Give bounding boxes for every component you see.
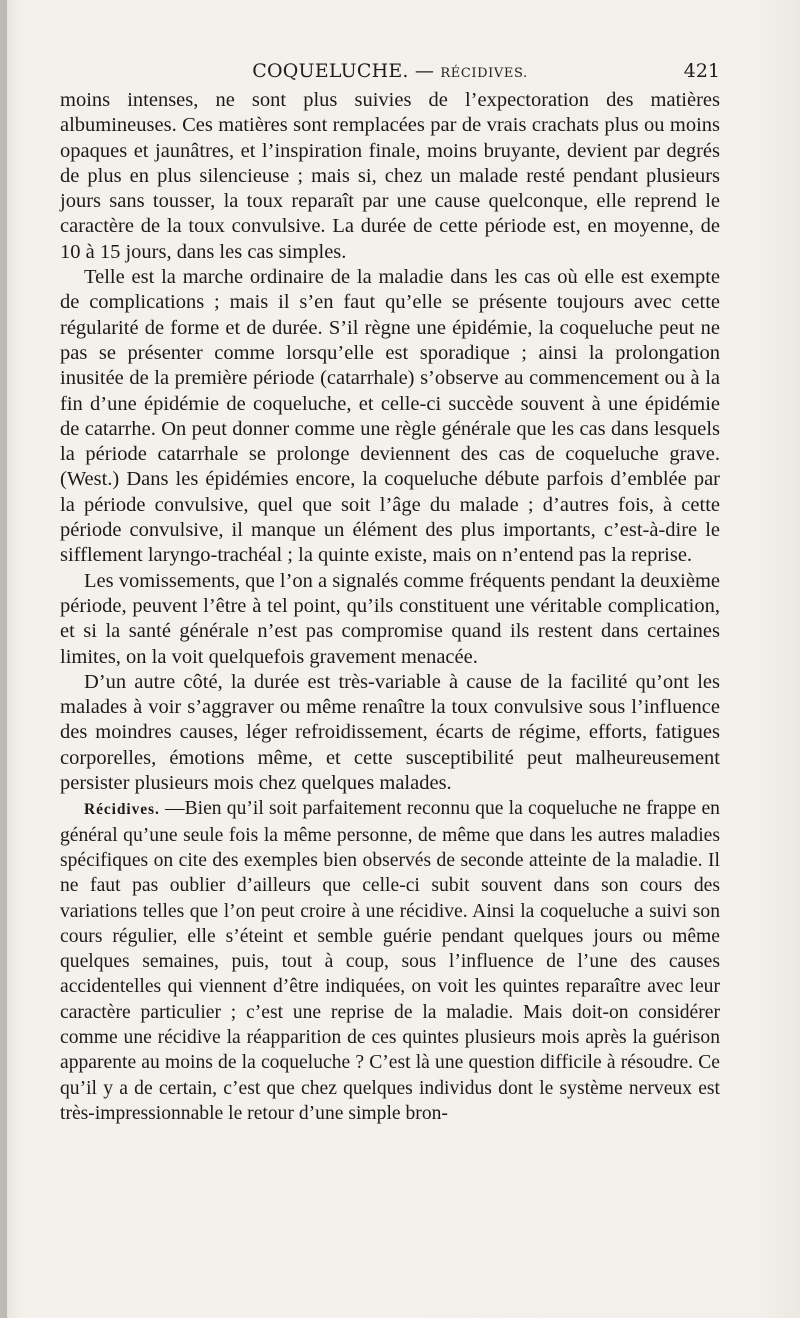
paragraph-vomissements: Les vomissements, que l’on a signalés comme fréquents pendant la deuxième période, peuvent l’être à tel point, qu’ils constituent une véritable complication, et si la santé générale n’est pas compromise quand ils restent dans certaines limites, on la voit quelquefois gravement menacée. xyxy=(60,569,720,668)
paragraph-continuation: moins intenses, ne sont plus suivies de l’expectoration des matières albumineuses. Ces matières sont remplacées par de vrais crachats plus ou moins opaques et jaunâtres, et l’inspiration finale, moins bruyante, devient par degrés de plus en plus silencieuse ; mais si, chez un malade resté pendant plusieurs jours sans tousser, la toux reparaît par une cause quelconque, elle reprend le caractère de la toux convulsive. La durée de cette période est, en moyenne, de 10 à 15 jours, dans les cas simples. xyxy=(60,89,720,263)
running-title xyxy=(60,60,720,82)
page-gutter-shadow xyxy=(0,0,7,1318)
section-subtitle: RÉCIDIVES. xyxy=(440,66,528,81)
body-text xyxy=(60,88,720,1126)
paragraph-marche-maladie: Telle est la marche ordinaire de la maladie dans les cas où elle est exempte de complications ; mais il s’en faut qu’elle se présente toujours avec cette régularité de forme et de durée. S’il règne une épidémie, la coqueluche peut ne pas se présenter comme lorsqu’elle est sporadique ; ainsi la prolongation inusitée de la première période (catarrhale) s’observe au commencement ou à la fin d’une épidémie de coqueluche, et celle-ci succède souvent à une épidémie de catarrhe. On peut donner comme une règle générale que les cas dans lesquels la période catarrhale se prolonge deviennent des cas de coqueluche grave. (West.) Dans les épidémies encore, la coqueluche débute parfois d’emblée par la période convulsive, quel que soit l’âge du malade ; d’autres fois, à cette période convulsive, il manque un élément des plus importants, c’est-à-dire le sifflement laryngo-trachéal ; la quinte existe, mais on n’entend pas la reprise. xyxy=(60,266,720,567)
recidives-text: —Bien qu’il soit parfaitement reconnu que la coqueluche ne frappe en général qu’une seule fois la même personne, de même que dans les autres maladies spécifiques on cite des exemples bien observés de seconde atteinte de la maladie. Il ne faut pas oublier d’ailleurs que celle-ci subit souvent dans son cours des variations telles que l’on peut croire à une récidive. Ainsi la coqueluche a suivi son cours régulier, elle s’éteint et semble guérie pendant quelques jours ou même quelques semaines, puis, tout à coup, sous l’influence de l’une des causes accidentelles qui viennent d’être indiquées, on voit les quintes reparaître avec leur caractère particulier ; c’est une reprise de la maladie. Mais doit-on considérer comme une récidive la réapparition de ces quintes plusieurs mois après la guérison apparente au moins de la coqueluche ? C’est là une question difficile à résoudre. Ce qu’il y a de certain, c’est que chez quelques individus dont le système nerveux est très-impressionnable le retour d’une simple bron- xyxy=(60,798,720,1124)
running-header xyxy=(60,58,720,90)
paragraph-duree: D’un autre côté, la durée est très-variable à cause de la facilité qu’ont les malades à voir s’aggraver ou même renaître la toux convulsive sous l’influence des moindres causes, léger refroidissement, écarts de régime, efforts, fatigues corporelles, émotions même, et cette susceptibilité peut malheureusement persister plusieurs mois chez quelques malades. xyxy=(60,670,720,795)
page-number: 421 xyxy=(683,60,720,82)
title-separator: — xyxy=(414,60,435,82)
paragraph-recidives xyxy=(60,796,720,1126)
chapter-title: COQUELUCHE. xyxy=(252,60,409,82)
section-heading-recidives: Récidives. xyxy=(84,801,160,819)
